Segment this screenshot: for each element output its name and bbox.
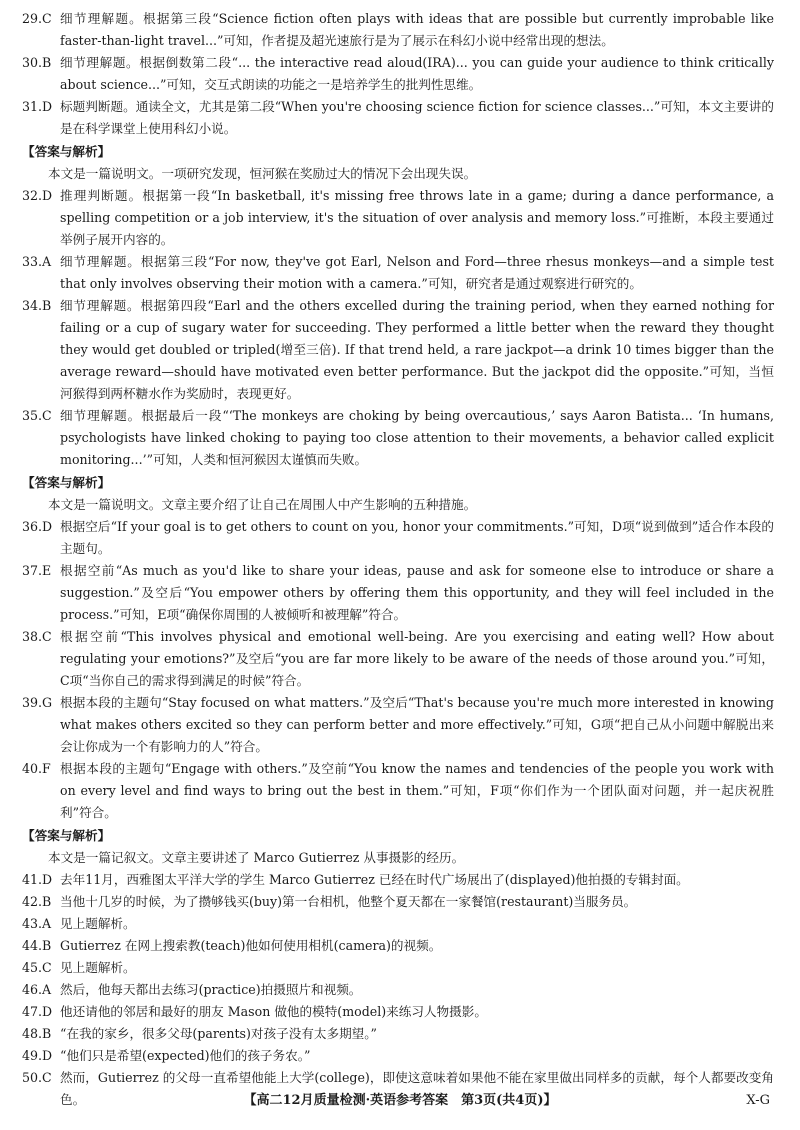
passage-summary: 本文是一篇说明文。一项研究发现，恒河猴在奖励过大的情况下会出现失误。	[48, 166, 477, 181]
explanation-text: “在我的家乡，很多父母(parents)对孩子没有太多期望。”	[60, 1026, 377, 1041]
question-number: 31.	[22, 99, 43, 114]
passage-summary: 本文是一篇记叙文。文章主要讲述了 Marco Gutierrez 从事摄影的经历。	[48, 850, 465, 865]
answer-item	[22, 295, 774, 405]
passage-summary: 本文是一篇说明文。文章主要介绍了让自己在周围人中产生影响的五种措施。	[48, 497, 477, 512]
answer-letter: B	[42, 938, 52, 953]
question-number: 29.	[22, 11, 43, 26]
explanation-text: 推理判断题。根据第一段“In basketball, it's missing free throws late in a game; during a dance performance, a spelling competition or a job interview, it's the situation of over analysis and memory loss.”可推断，本段主要通过举例子展开内容的。	[60, 188, 774, 247]
answer-item	[22, 692, 774, 758]
explanation-text: 他还请他的邻居和最好的朋友 Mason 做他的模特(model)来练习人物摄影。	[60, 1004, 487, 1019]
answer-letter: A	[42, 982, 52, 997]
question-number: 38.	[22, 629, 43, 644]
question-number: 41.	[22, 872, 43, 887]
question-number: 47.	[22, 1004, 43, 1019]
paper-code: X-G	[746, 1093, 770, 1108]
answer-item	[22, 979, 774, 1001]
answer-item	[22, 869, 774, 891]
answer-item	[22, 560, 774, 626]
page-footer: 【高二12月质量检测·英语参考答案 第3页(共4页)】	[243, 1093, 557, 1108]
answer-item	[22, 1023, 774, 1045]
answer-item	[22, 626, 774, 692]
answer-content	[22, 8, 774, 1111]
explanation-text: 细节理解题。根据最后一段“‘The monkeys are choking by being overcautious,’ says Aaron Batista... ‘In humans, psychologists have linked choking to paying too close attention to their movements, a behavior called explicit monitoring...’”可知，人类和恒河猴因太谨慎而失败。	[60, 408, 774, 467]
answer-letter: B	[42, 55, 52, 70]
explanation-text: 根据空前“As much as you'd like to share your ideas, pause and ask for someone else to introduce or share a suggestion.”及空后“You empower others by offering them this opportunity, and they will feel included in the process.”可知，E项“确保你周围的人被倾听和被理解”符合。	[60, 563, 774, 622]
answer-item	[22, 185, 774, 251]
answer-item	[22, 1001, 774, 1023]
answer-letter: B	[42, 894, 52, 909]
question-number: 40.	[22, 761, 43, 776]
answer-letter: A	[42, 254, 52, 269]
question-number: 36.	[22, 519, 43, 534]
question-number: 43.	[22, 916, 43, 931]
question-number: 49.	[22, 1048, 43, 1063]
answer-letter: C	[42, 960, 52, 975]
explanation-text: 然后，他每天都出去练习(practice)拍摄照片和视频。	[60, 982, 362, 997]
explanation-text: “他们只是希望(expected)他们的孩子务农。”	[60, 1048, 311, 1063]
question-number: 32.	[22, 188, 43, 203]
answer-letter: D	[42, 1048, 53, 1063]
answer-item	[22, 1045, 774, 1067]
question-number: 37.	[22, 563, 43, 578]
answer-item	[22, 405, 774, 471]
answer-letter: C	[42, 1070, 52, 1085]
question-number: 35.	[22, 408, 43, 423]
question-number: 33.	[22, 254, 43, 269]
answer-item	[22, 251, 774, 295]
answer-letter: C	[42, 629, 52, 644]
section-heading: 【答案与解析】	[22, 475, 111, 490]
explanation-text: 细节理解题。根据第三段“For now, they've got Earl, Nelson and Ford—three rhesus monkeys—and a simple test that only involves observing their motion with a camera.”可知，研究者是通过观察进行研究的。	[60, 254, 774, 291]
explanation-text: 根据空前“This involves physical and emotional well-being. Are you exercising and eating well? How about regulating your emotions?”及空后“you are far more likely to be aware of the needs of those around you.”可知，C项“当你自己的需求得到满足的时候”符合。	[60, 629, 774, 688]
explanation-text: 见上题解析。	[60, 916, 136, 931]
question-number: 44.	[22, 938, 43, 953]
explanation-text: 当他十几岁的时候，为了攒够钱买(buy)第一台相机，他整个夏天都在一家餐馆(restaurant)当服务员。	[60, 894, 637, 909]
answer-letter: D	[42, 1004, 53, 1019]
answer-item	[22, 957, 774, 979]
answer-item	[22, 96, 774, 140]
answer-letter: D	[42, 872, 53, 887]
question-number: 42.	[22, 894, 43, 909]
explanation-text: 根据本段的主题句“Engage with others.”及空前“You know the names and tendencies of the people you work with on every level and find ways to bring out the best in them.”可知，F项“你们作为一个团队面对问题，并一起庆祝胜利”符合。	[60, 761, 774, 820]
answer-letter: A	[42, 916, 52, 931]
answer-item	[22, 913, 774, 935]
question-number: 30.	[22, 55, 43, 70]
question-number: 39.	[22, 695, 43, 710]
explanation-text: 去年11月，西雅图太平洋大学的学生 Marco Gutierrez 已经在时代广场展出了(displayed)他拍摄的专辑封面。	[60, 872, 689, 887]
question-number: 50.	[22, 1070, 43, 1085]
explanation-text: 细节理解题。根据第四段“Earl and the others excelled during the training period, when they earned nothing for failing or a cup of sugary water for succeeding. They performed a little better when the reward they thought they would get doubled or tripled(增至三倍). If that trend held, a rare jackpot—a drink 10 times bigger than the average reward—should have motivated even better performance. But the jackpot did the opposite.”可知，当恒河猴得到两杯糖水作为奖励时，表现更好。	[60, 298, 774, 401]
explanation-text: 细节理解题。根据倒数第二段“... the interactive read aloud(IRA)... you can guide your audience to think critically about science...”可知，交互式朗读的功能之一是培养学生的批判性思维。	[60, 55, 774, 92]
explanation-text: 细节理解题。根据第三段“Science fiction often plays with ideas that are possible but currently improbable like faster-than-light travel...”可知，作者提及超光速旅行是为了展示在科幻小说中经常出现的想法。	[60, 11, 774, 48]
answer-letter: G	[42, 695, 53, 710]
section-heading: 【答案与解析】	[22, 144, 111, 159]
question-number: 46.	[22, 982, 43, 997]
answer-letter: F	[42, 761, 51, 776]
answer-item	[22, 935, 774, 957]
answer-letter: D	[42, 519, 53, 534]
answer-item	[22, 758, 774, 824]
answer-letter: E	[42, 563, 52, 578]
question-number: 48.	[22, 1026, 43, 1041]
explanation-text: 标题判断题。通读全文，尤其是第二段“When you're choosing science fiction for science classes...”可知，本文主要讲的是在科学课堂上使用科幻小说。	[60, 99, 774, 136]
explanation-text: Gutierrez 在网上搜索教(teach)他如何使用相机(camera)的视频。	[60, 938, 442, 953]
answer-letter: D	[42, 188, 53, 203]
answer-letter: D	[42, 99, 53, 114]
answer-item	[22, 8, 774, 52]
explanation-text: 根据空后“If your goal is to get others to count on you, honor your commitments.”可知，D项“说到做到”适合作本段的主题句。	[60, 519, 774, 556]
answer-letter: C	[42, 11, 52, 26]
question-number: 34.	[22, 298, 43, 313]
explanation-text: 根据本段的主题句“Stay focused on what matters.”及空后“That's because you're much more interested in knowing what makes others excited so they can perform better and more effectively.”可知，G项“把自己从小问题中解脱出来会让你成为一个有影响力的人”符合。	[60, 695, 774, 754]
answer-letter: B	[42, 298, 52, 313]
question-number: 45.	[22, 960, 43, 975]
explanation-text: 见上题解析。	[60, 960, 136, 975]
answer-item	[22, 891, 774, 913]
answer-item	[22, 516, 774, 560]
answer-letter: C	[42, 408, 52, 423]
explanation-text: 然而，Gutierrez 的父母一直希望他能上大学(college)，即使这意味着如果他不能在家里做出同样多的贡献，每个人都要改变角色。	[60, 1070, 774, 1107]
section-heading: 【答案与解析】	[22, 828, 111, 843]
answer-letter: B	[42, 1026, 52, 1041]
answer-item	[22, 52, 774, 96]
